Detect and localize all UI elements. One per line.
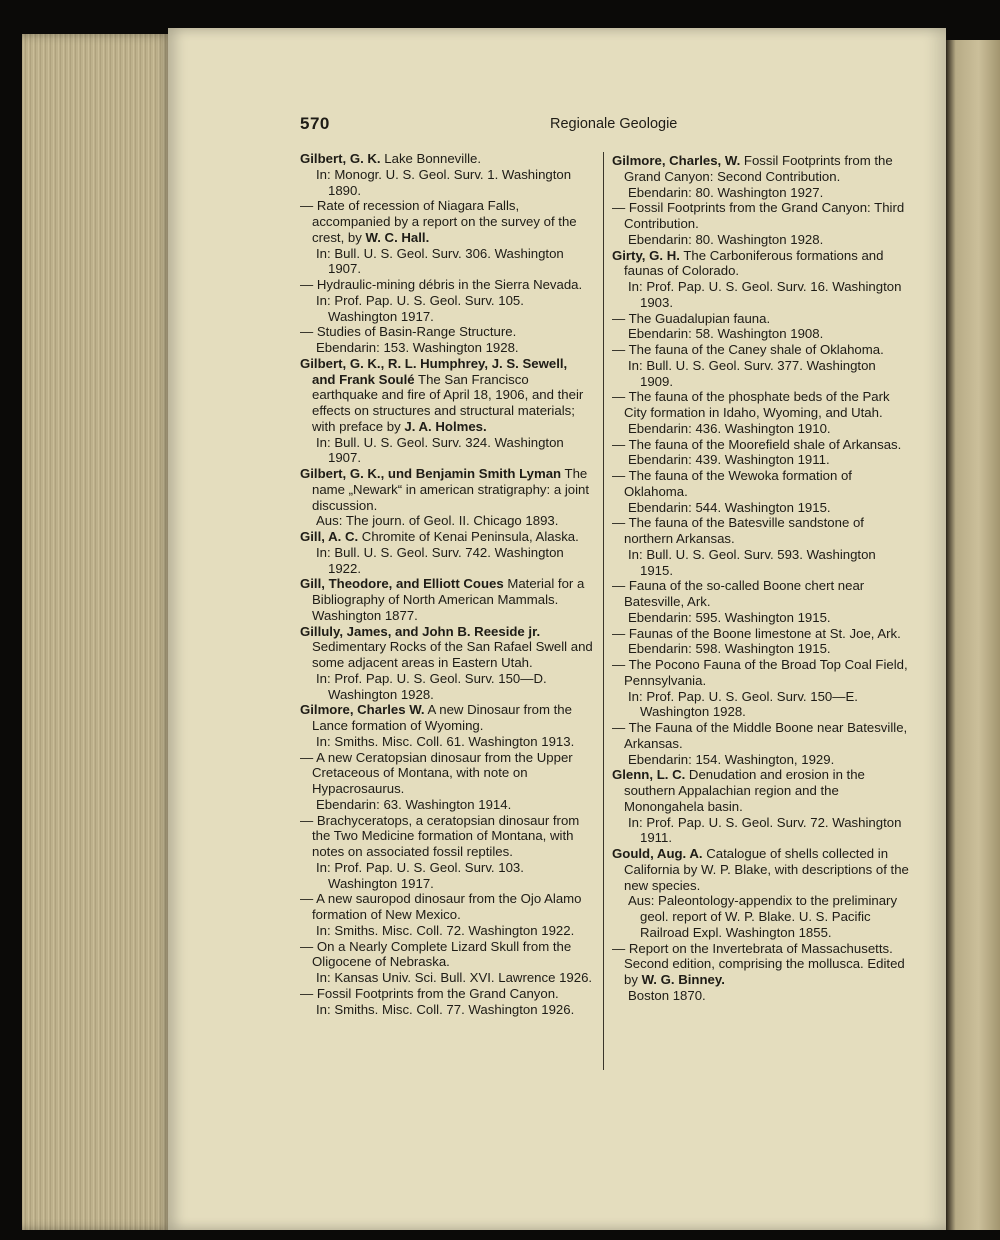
bibliography-entry	[300, 466, 594, 513]
source-citation: In: Prof. Pap. U. S. Geol. Surv. 103. Washington 1917.	[316, 859, 524, 891]
source-citation: Boston 1870.	[628, 987, 706, 1003]
source-citation: Ebendarin: 153. Washington 1928.	[316, 340, 519, 355]
continued-entry	[300, 813, 594, 860]
source-citation: In: Prof. Pap. U. S. Geol. Surv. 150—E. Washington 1928.	[628, 688, 858, 720]
source-citation: In: Smiths. Misc. Coll. 61. Washington 1913.	[316, 733, 575, 749]
entry-title: — A new sauropod dinosaur from the Ojo Alamo formation of New Mexico.	[300, 891, 582, 922]
editor-name: W. C. Hall.	[365, 229, 430, 245]
entry-title: Sedimentary Rocks of the San Rafael Swell and some adjacent areas in Eastern Utah.	[312, 639, 593, 670]
continued-entry	[612, 657, 912, 689]
continued-entry	[300, 986, 594, 1002]
source-citation: In: Bull. U. S. Geol. Surv. 306. Washington 1907.	[316, 245, 564, 277]
continued-entry	[612, 720, 912, 752]
bibliography-entry	[300, 151, 594, 167]
continued-entry	[300, 198, 594, 245]
continued-entry	[612, 941, 912, 988]
source-citation: In: Bull. U. S. Geol. Surv. 742. Washington 1922.	[316, 544, 564, 576]
continued-entry	[300, 277, 594, 293]
entry-title: — The Guadalupian fauna.	[612, 310, 771, 326]
source-citation: Ebendarin: 436. Washington 1910.	[628, 420, 831, 436]
entry-title: Chromite of Kenai Peninsula, Alaska.	[358, 529, 579, 544]
author-name: Gilbert, G. K., und Benjamin Smith Lyman	[300, 466, 562, 481]
entry-title: — Fauna of the so-called Boone chert near Batesville, Ark.	[612, 578, 865, 609]
bibliography-entry	[612, 767, 912, 814]
entry-title: — The fauna of the Batesville sandstone of northern Arkansas.	[612, 515, 864, 546]
entry-title: — Fossil Footprints from the Grand Canyon: Third Contribution.	[612, 200, 905, 231]
entry-title: — The fauna of the Wewoka formation of Oklahoma.	[612, 468, 852, 499]
entry-title: — Faunas of the Boone limestone at St. Joe, Ark.	[612, 625, 901, 641]
source-citation: In: Kansas Univ. Sci. Bull. XVI. Lawrence 1926.	[316, 970, 593, 985]
editor-name: W. G. Binney.	[641, 972, 725, 987]
entry-title: — The fauna of the Caney shale of Oklahoma.	[612, 342, 884, 357]
entry-title: — On a Nearly Complete Lizard Skull from the Oligocene of Nebraska.	[300, 938, 572, 970]
source-citation: Ebendarin: 58. Washington 1908.	[628, 326, 824, 342]
entry-title: — The fauna of the Moorefield shale of Arkansas.	[612, 436, 902, 452]
continued-entry	[300, 324, 594, 340]
continued-entry	[612, 437, 912, 453]
author-name: Gilbert, G. K., R. L. Humphrey, J. S. Sewell, and Frank Soulé	[300, 355, 568, 387]
entry-title: — Brachyceratops, a ceratopsian dinosaur from the Two Medicine formation of Montana, with notes on associated fossil reptiles.	[300, 812, 580, 859]
source-citation: Ebendarin: 80. Washington 1928.	[628, 231, 824, 247]
entry-title: — The Pocono Fauna of the Broad Top Coal Field, Pennsylvania.	[612, 657, 908, 688]
entry-title: Denudation and erosion in the southern Appalachian region and the Monongahela basin.	[624, 767, 865, 814]
page-stack-edge	[22, 34, 172, 1230]
source-citation: Aus: Paleontology-appendix to the preliminary geol. report of W. P. Blake. U. S. Pacific Railroad Expl. Washington 1855.	[628, 893, 898, 940]
entry-title: Fossil Footprints from the Grand Canyon: Second Contribution.	[624, 153, 893, 184]
continued-entry	[300, 891, 594, 923]
author-name: Gilmore, Charles W.	[300, 702, 425, 718]
author-name: Gill, A. C.	[300, 529, 359, 544]
continued-entry	[612, 626, 912, 642]
continued-entry	[612, 468, 912, 500]
source-citation: Ebendarin: 598. Washington 1915.	[628, 641, 831, 657]
source-citation: In: Bull. U. S. Geol. Surv. 324. Washington 1907.	[316, 434, 564, 466]
page-header	[300, 114, 678, 140]
author-name: Gill, Theodore, and Elliott Coues	[300, 576, 504, 592]
continued-entry	[612, 578, 912, 610]
source-citation: In: Monogr. U. S. Geol. Surv. 1. Washington 1890.	[316, 166, 572, 198]
entry-title: Lake Bonneville.	[380, 151, 482, 166]
entry-title: — Rate of recession of Niagara Falls, accompanied by a report on the survey of the crest, by	[300, 198, 577, 245]
source-citation: Ebendarin: 439. Washington 1911.	[628, 452, 830, 468]
source-citation: In: Prof. Pap. U. S. Geol. Surv. 105. Washington 1917.	[316, 292, 524, 324]
source-citation: In: Bull. U. S. Geol. Surv. 377. Washington 1909.	[628, 357, 876, 389]
entry-title: The name „Newark“ in american stratigraphy: a joint discussion.	[312, 466, 590, 513]
entry-title: — Studies of Basin-Range Structure.	[300, 324, 517, 340]
entry-title: — The fauna of the phosphate beds of the Park City formation in Idaho, Wyoming, and Utah.	[612, 389, 890, 420]
continued-entry	[612, 311, 912, 327]
source-citation: Ebendarin: 544. Washington 1915.	[628, 499, 831, 515]
entry-title: Material for a Bibliography of North American Mammals. Washington 1877.	[312, 576, 585, 623]
author-name: Gilbert, G. K.	[300, 151, 381, 166]
author-name: Girty, G. H.	[612, 247, 680, 263]
facing-page-edge	[946, 40, 1000, 1230]
continued-entry	[612, 515, 912, 547]
source-citation: Aus: The journ. of Geol. II. Chicago 1893.	[316, 513, 559, 529]
entry-title: A new Dinosaur from the Lance formation of Wyoming.	[312, 702, 572, 733]
entry-title: — Hydraulic-mining débris in the Sierra Nevada.	[300, 277, 583, 292]
entry-title: — The Fauna of the Middle Boone near Batesville, Arkansas.	[612, 720, 908, 751]
source-citation: In: Smiths. Misc. Coll. 72. Washington 1922.	[316, 922, 575, 938]
entry-title: The San Francisco earthquake and fire of April 18, 1906, and their effects on structures and structural materials; with preface by	[312, 371, 584, 434]
source-citation: In: Smiths. Misc. Coll. 77. Washington 1926.	[316, 1001, 575, 1017]
continued-entry	[300, 939, 594, 971]
source-citation: In: Prof. Pap. U. S. Geol. Surv. 150—D. Washington 1928.	[316, 670, 547, 702]
continued-entry	[612, 200, 912, 232]
continued-entry	[612, 342, 912, 358]
author-name: Gould, Aug. A.	[612, 846, 703, 861]
entry-title: — A new Ceratopsian dinosaur from the Upper Cretaceous of Montana, with note on Hypacrosaurus.	[300, 749, 573, 796]
bibliography-entry	[300, 624, 594, 671]
source-citation: In: Bull. U. S. Geol. Surv. 593. Washington 1915.	[628, 546, 876, 578]
source-citation: In: Prof. Pap. U. S. Geol. Surv. 16. Washington 1903.	[628, 279, 902, 310]
continued-entry	[300, 750, 594, 797]
entry-title: Catalogue of shells collected in California by W. P. Blake, with descriptions of the new species.	[624, 846, 909, 893]
right-column	[612, 153, 912, 1004]
entry-title: — Report on the Invertebrata of Massachusetts. Second edition, comprising the mollusca. Edited by	[612, 940, 905, 987]
bibliography-entry	[612, 248, 912, 280]
bibliography-entry	[612, 846, 912, 893]
entry-title: The Carboniferous formations and faunas of Colorado.	[624, 247, 884, 279]
bibliography-entry	[300, 356, 594, 435]
page-number: 570	[300, 114, 330, 133]
author-name: Gilluly, James, and John B. Reeside jr.	[300, 623, 541, 639]
entry-title: — Fossil Footprints from the Grand Canyon.	[300, 985, 559, 1001]
source-citation: Ebendarin: 63. Washington 1914.	[316, 796, 512, 812]
author-name: Gilmore, Charles, W.	[612, 153, 741, 168]
continued-entry	[612, 389, 912, 421]
editor-name: J. A. Holmes.	[404, 418, 487, 434]
bibliography-entry	[300, 529, 594, 545]
left-column	[300, 151, 594, 1017]
running-head: Regionale Geologie	[550, 116, 678, 132]
source-citation: Ebendarin: 80. Washington 1927.	[628, 184, 824, 200]
source-citation: In: Prof. Pap. U. S. Geol. Surv. 72. Washington 1911.	[628, 814, 902, 846]
source-citation: Ebendarin: 595. Washington 1915.	[628, 609, 831, 625]
bibliography-entry	[300, 576, 594, 623]
bibliography-entry	[300, 702, 594, 734]
author-name: Glenn, L. C.	[612, 767, 686, 783]
column-divider	[603, 152, 604, 1070]
source-citation: Ebendarin: 154. Washington, 1929.	[628, 751, 835, 767]
bibliography-entry	[612, 153, 912, 185]
